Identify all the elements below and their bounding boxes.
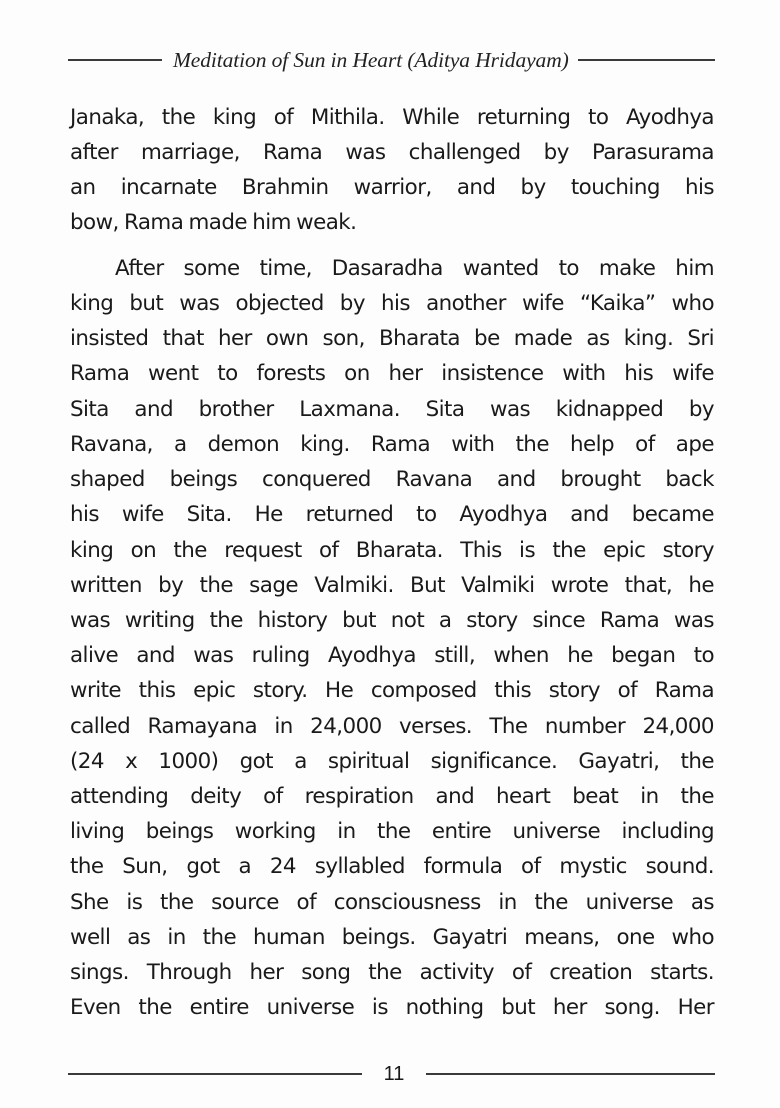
footer-rule-right	[426, 1073, 715, 1075]
text-line: called Ramayana in 24,000 verses. The number 24,000	[70, 714, 714, 739]
text-line: Janaka, the king of Mithila. While returning to Ayodhya	[70, 105, 714, 130]
text-line: the Sun, got a 24 syllabled formula of mystic sound.	[70, 854, 714, 879]
page-number: 11	[383, 1062, 405, 1085]
text-line: king but was objected by his another wife “Kaika” who	[70, 291, 714, 316]
text-line: Even the entire universe is nothing but her song. Her	[70, 995, 714, 1020]
text-line: write this epic story. He composed this story of Rama	[70, 678, 714, 703]
header-rule-left	[68, 59, 162, 61]
text-line: shaped beings conquered Ravana and brought back	[70, 467, 714, 492]
text-line: (24 x 1000) got a spiritual significance. Gayatri, the	[70, 749, 714, 774]
text-line: bow, Rama made him weak.	[70, 210, 357, 235]
text-line: After some time, Dasaradha wanted to make him	[115, 256, 714, 281]
header-rule-right	[578, 59, 715, 61]
text-line: was writing the history but not a story since Rama was	[70, 608, 714, 633]
text-line: Ravana, a demon king. Rama with the help of ape	[70, 432, 714, 457]
text-line: written by the sage Valmiki. But Valmiki wrote that, he	[70, 573, 714, 598]
text-line: an incarnate Brahmin warrior, and by touching his	[70, 175, 714, 200]
text-line: king on the request of Bharata. This is the epic story	[70, 538, 714, 563]
text-line: Sita and brother Laxmana. Sita was kidnapped by	[70, 397, 714, 422]
text-line: alive and was ruling Ayodhya still, when he began to	[70, 643, 714, 668]
running-footer	[68, 1058, 715, 1090]
footer-rule-left	[68, 1073, 362, 1075]
text-line: after marriage, Rama was challenged by Parasurama	[70, 140, 714, 165]
text-line: insisted that her own son, Bharata be made as king. Sri	[70, 326, 714, 351]
text-line: attending deity of respiration and heart beat in the	[70, 784, 714, 809]
text-line: well as in the human beings. Gayatri means, one who	[70, 925, 714, 950]
text-line: Rama went to forests on her insistence with his wife	[70, 361, 714, 386]
text-line: his wife Sita. He returned to Ayodhya and became	[70, 502, 714, 527]
header-title: Meditation of Sun in Heart (Aditya Hridayam)	[173, 47, 569, 72]
text-line: living beings working in the entire universe including	[70, 819, 714, 844]
text-line: sings. Through her song the activity of creation starts.	[70, 960, 714, 985]
text-line: She is the source of consciousness in the universe as	[70, 890, 714, 915]
running-header	[68, 42, 715, 78]
